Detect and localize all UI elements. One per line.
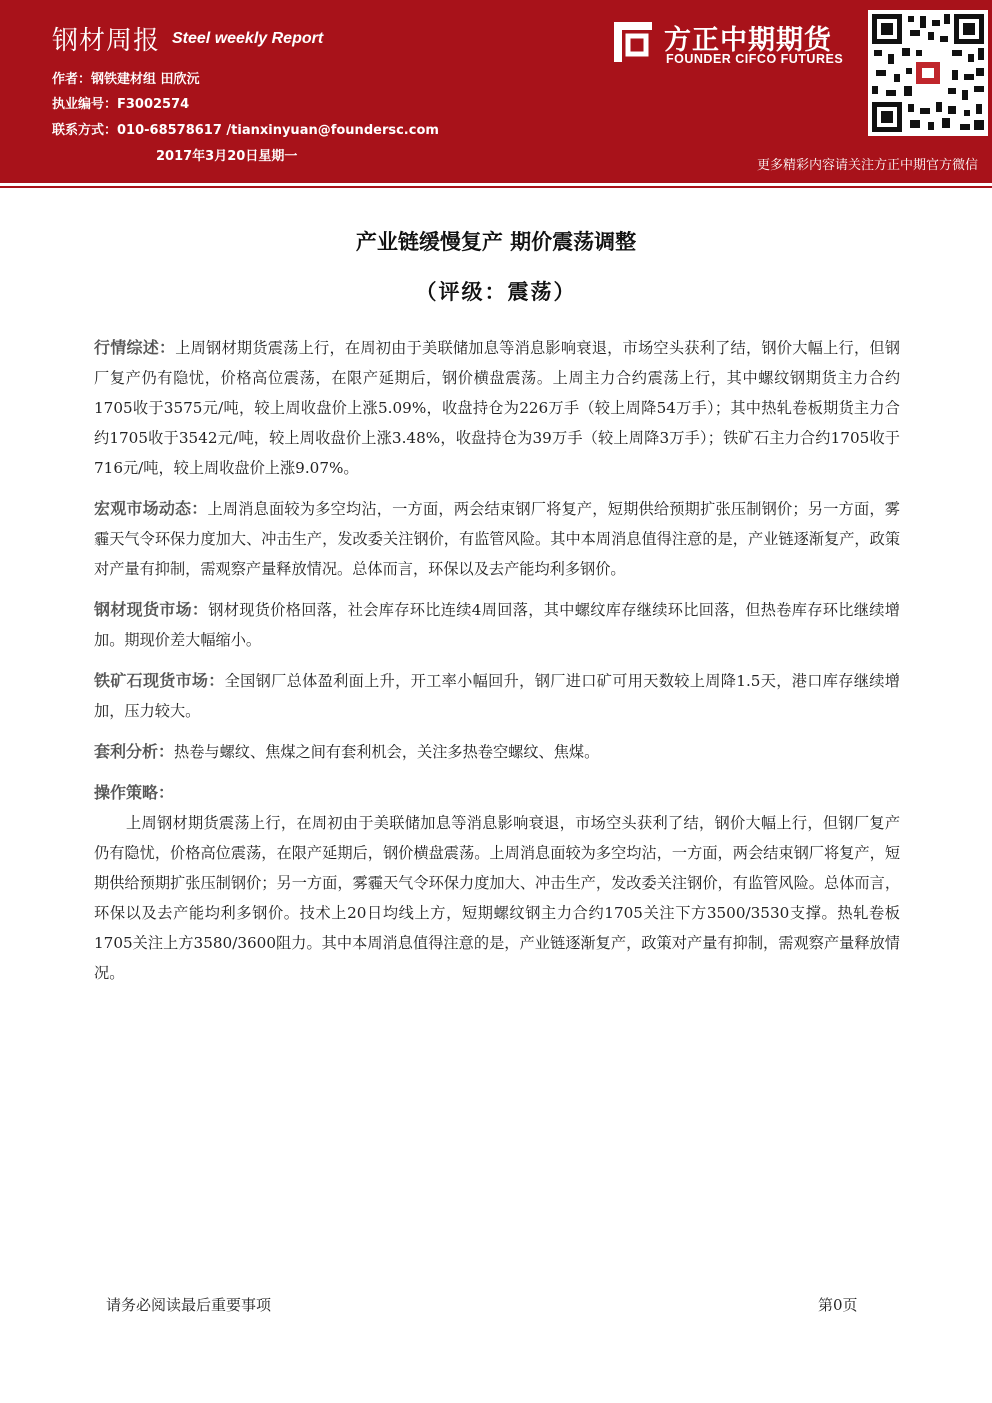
company-logo bbox=[608, 18, 864, 70]
section-label: 钢材现货市场： bbox=[94, 600, 209, 619]
report-header-banner bbox=[0, 0, 992, 178]
section-label: 行情综述： bbox=[94, 338, 176, 357]
report-date: 2017年3月20日星期一 bbox=[156, 149, 298, 164]
section-text: 上周钢材期货震荡上行，在周初由于美联储加息等消息影响衰退，市场空头获利了结，钢价大幅上行，但钢厂复产仍有隐忧，价格高位震荡，在限产延期后，钢价横盘震荡。上周主力合约震荡上行，其中螺纹钢期货主力合约1705收于3575元/吨，较上周收盘价上涨5.09%，收盘持仓为226万手（较上周降54万手）；其中热轧卷板期货主力合约1705收于3542元/吨，较上周收盘价上涨3.48%，收盘持仓为39万手（较上周降3万手）；铁矿石主力合约1705收于716元/吨，较上周收盘价上涨9.07%。 bbox=[94, 339, 900, 477]
contact-line: 联系方式：010-68578617 /tianxinyuan@foundersc.com bbox=[52, 123, 439, 138]
section-arbitrage-analysis bbox=[94, 737, 900, 767]
section-label: 套利分析： bbox=[94, 742, 175, 761]
logo-text-cn: 方正中期期货 bbox=[664, 25, 832, 56]
author-line: 作者：钢铁建材组 田欣沅 bbox=[52, 72, 200, 87]
section-text: 上周消息面较为多空均沾，一方面，两会结束钢厂将复产，短期供给预期扩张压制钢价；另一方面，雾霾天气令环保力度加大、冲击生产，发改委关注钢价，有监管风险。其中本周消息值得注意的是，产业链逐渐复产，政策对产量有抑制，需观察产量释放情况。总体而言，环保以及去产能均利多钢价。 bbox=[94, 500, 900, 578]
license-line: 执业编号：F3002574 bbox=[52, 97, 190, 112]
header-divider-thin bbox=[0, 186, 992, 188]
footer-notice: 请务必阅读最后重要事项 bbox=[106, 1296, 272, 1314]
section-text: 热卷与螺纹、焦煤之间有套利机会，关注多热卷空螺纹、焦煤。 bbox=[174, 743, 600, 761]
section-market-overview bbox=[94, 333, 900, 483]
report-title-en: Steel weekly Report bbox=[172, 30, 324, 47]
section-macro-dynamics bbox=[94, 494, 900, 584]
section-text: 钢材现货价格回落，社会库存环比连续4周回落，其中螺纹库存继续环比回落，但热卷库存环比继续增加。期现价差大幅缩小。 bbox=[94, 601, 900, 649]
strategy-text: 上周钢材期货震荡上行，在周初由于美联储加息等消息影响衰退，市场空头获利了结，钢价大幅上行，但钢厂复产仍有隐忧，价格高位震荡，在限产延期后，钢价横盘震荡。上周消息面较为多空均沾，一方面，两会结束钢厂将复产，短期供给预期扩张压制钢价；另一方面，雾霾天气令环保力度加大、冲击生产，发改委关注钢价，有监管风险。总体而言，环保以及去产能均利多钢价。技术上20日均线上方，短期螺纹钢主力合约1705关注下方3500/3530支撑。热轧卷板1705关注上方3580/3600阻力。其中本周消息值得注意的是，产业链逐渐复产，政策对产量有抑制，需观察产量释放情况。 bbox=[94, 814, 900, 982]
wechat-qr-code bbox=[868, 10, 988, 136]
header-divider bbox=[0, 178, 992, 183]
rating-label: （评级：震荡） bbox=[415, 279, 577, 304]
wechat-follow-note: 更多精彩内容请关注方正中期官方微信 bbox=[756, 158, 978, 173]
document-title: 产业链缓慢复产 期价震荡调整 bbox=[355, 230, 637, 254]
section-label: 铁矿石现货市场： bbox=[94, 671, 225, 690]
section-iron-ore-spot-market bbox=[94, 666, 900, 726]
page-number: 第0页 bbox=[818, 1296, 858, 1314]
strategy-label: 操作策略： bbox=[94, 783, 175, 802]
logo-text-en: FOUNDER CIFCO FUTURES bbox=[666, 52, 844, 66]
section-text: 全国钢厂总体盈利面上升，开工率小幅回升，钢厂进口矿可用天数较上周降1.5天，港口库存继续增加，压力较大。 bbox=[94, 672, 900, 720]
report-body bbox=[94, 333, 900, 988]
section-label: 宏观市场动态： bbox=[94, 499, 208, 518]
qr-code-icon bbox=[868, 10, 988, 136]
section-steel-spot-market bbox=[94, 595, 900, 655]
report-title-cn: 钢材周报 bbox=[52, 26, 161, 56]
founder-logo-icon bbox=[608, 18, 656, 66]
